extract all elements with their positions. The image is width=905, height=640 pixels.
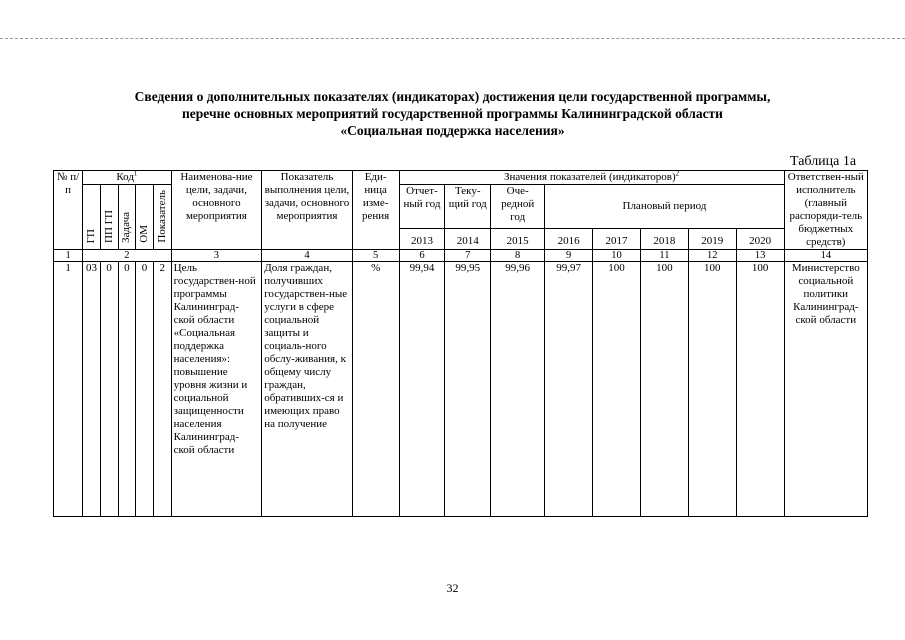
year-label: 2013	[410, 235, 433, 247]
column-number: 1	[54, 250, 83, 262]
column-number: 5	[352, 250, 399, 262]
column-number: 6	[399, 250, 445, 262]
indicators-table	[53, 170, 868, 517]
row-goal-name: Цель государствен-ной программы Калининград-ской области «Социальная поддержка населения»: повышение уровня жизни и социальной защищенности населения Калининград-ской области	[171, 262, 262, 517]
header-code-om	[136, 185, 154, 250]
header-year-2016	[545, 229, 593, 250]
header-responsible: Ответствен-ный исполнитель (главный распоряди-тель бюджетных средств)	[784, 171, 867, 250]
header-code-om-label: ОМ	[138, 225, 151, 243]
row-code-gp: 03	[83, 262, 101, 517]
header-values-footnote: 2	[675, 169, 680, 178]
header-code-gp	[83, 185, 101, 250]
row-value-2018: 100	[640, 262, 688, 517]
table-row	[54, 262, 868, 517]
year-label: 2016	[557, 235, 580, 247]
header-code-indicator	[153, 185, 171, 250]
row-value-2019: 100	[688, 262, 736, 517]
column-number: 4	[262, 250, 353, 262]
header-year-2013	[399, 229, 445, 250]
header-code-indicator-label: Показатель	[155, 190, 168, 243]
row-value-2015: 99,96	[491, 262, 545, 517]
column-number: 9	[545, 250, 593, 262]
row-value-2020: 100	[736, 262, 784, 517]
column-number: 13	[736, 250, 784, 262]
column-number: 7	[445, 250, 491, 262]
title-line-1: Сведения о дополнительных показателях (индикаторах) достижения цели государственной программы,	[134, 89, 771, 104]
year-label: 2018	[653, 235, 676, 247]
column-number: 12	[688, 250, 736, 262]
header-code-footnote: 1	[133, 169, 138, 178]
row-value-2016: 99,97	[545, 262, 593, 517]
column-number: 3	[171, 250, 262, 262]
row-value-2017: 100	[593, 262, 641, 517]
row-code-indicator: 2	[153, 262, 171, 517]
header-year-2015	[491, 229, 545, 250]
page-number: 32	[446, 581, 459, 595]
year-label: 2017	[605, 235, 628, 247]
column-number: 14	[784, 250, 867, 262]
document-title	[0, 88, 905, 139]
column-number: 10	[593, 250, 641, 262]
header-code-ppgp	[100, 185, 118, 250]
header-num: № п/п	[54, 171, 83, 250]
column-number: 8	[491, 250, 545, 262]
header-values	[399, 171, 784, 185]
year-label: 2014	[456, 235, 479, 247]
row-value-2013: 99,94	[399, 262, 445, 517]
title-line-2: перечне основных мероприятий государственной программы Калининградской области	[182, 106, 723, 121]
column-number-row	[54, 250, 868, 262]
row-indicator: Доля граждан, получивших государствен-ные услуги в сфере социальной защиты и социаль-ного обслу-живания, к общему числу граждан, обративших-ся и имеющих право на получение	[262, 262, 353, 517]
header-reported-year: Отчет-ный год	[399, 185, 445, 229]
column-number: 11	[640, 250, 688, 262]
column-number: 2	[83, 250, 172, 262]
header-code-label: Код	[116, 171, 134, 183]
header-planned-period: Плановый период	[545, 185, 784, 229]
header-unit: Еди-ница изме-рения	[352, 171, 399, 250]
header-name: Наименова-ние цели, задачи, основного мероприятия	[171, 171, 262, 250]
year-label: 2020	[749, 235, 772, 247]
header-code-task-label: Задача	[120, 212, 133, 243]
row-value-2014: 99,95	[445, 262, 491, 517]
header-current-year: Теку-щий год	[445, 185, 491, 229]
header-row-1	[54, 171, 868, 185]
header-next-year: Оче-редной год	[491, 185, 545, 229]
header-values-label: Значения показателей (индикаторов)	[504, 171, 676, 183]
header-code-task	[118, 185, 136, 250]
header-year-2020	[736, 229, 784, 250]
scan-edge-line	[0, 38, 905, 39]
header-code-ppgp-label: ПП ГП	[102, 210, 115, 243]
table-label: Таблица 1а	[790, 154, 857, 169]
row-code-task: 0	[118, 262, 136, 517]
row-num: 1	[54, 262, 83, 517]
header-year-2017	[593, 229, 641, 250]
year-label: 2015	[506, 235, 529, 247]
row-code-om: 0	[136, 262, 154, 517]
header-indicator: Показатель выполнения цели, задачи, основного мероприятия	[262, 171, 353, 250]
row-responsible: Министерство социальной политики Калининград-ской области	[784, 262, 867, 517]
header-code-gp-label: ГП	[84, 228, 97, 243]
header-year-2019	[688, 229, 736, 250]
header-year-2014	[445, 229, 491, 250]
header-year-2018	[640, 229, 688, 250]
year-label: 2019	[701, 235, 724, 247]
row-code-ppgp: 0	[100, 262, 118, 517]
header-code	[83, 171, 172, 185]
title-line-3: «Социальная поддержка населения»	[340, 123, 565, 138]
row-unit: %	[352, 262, 399, 517]
